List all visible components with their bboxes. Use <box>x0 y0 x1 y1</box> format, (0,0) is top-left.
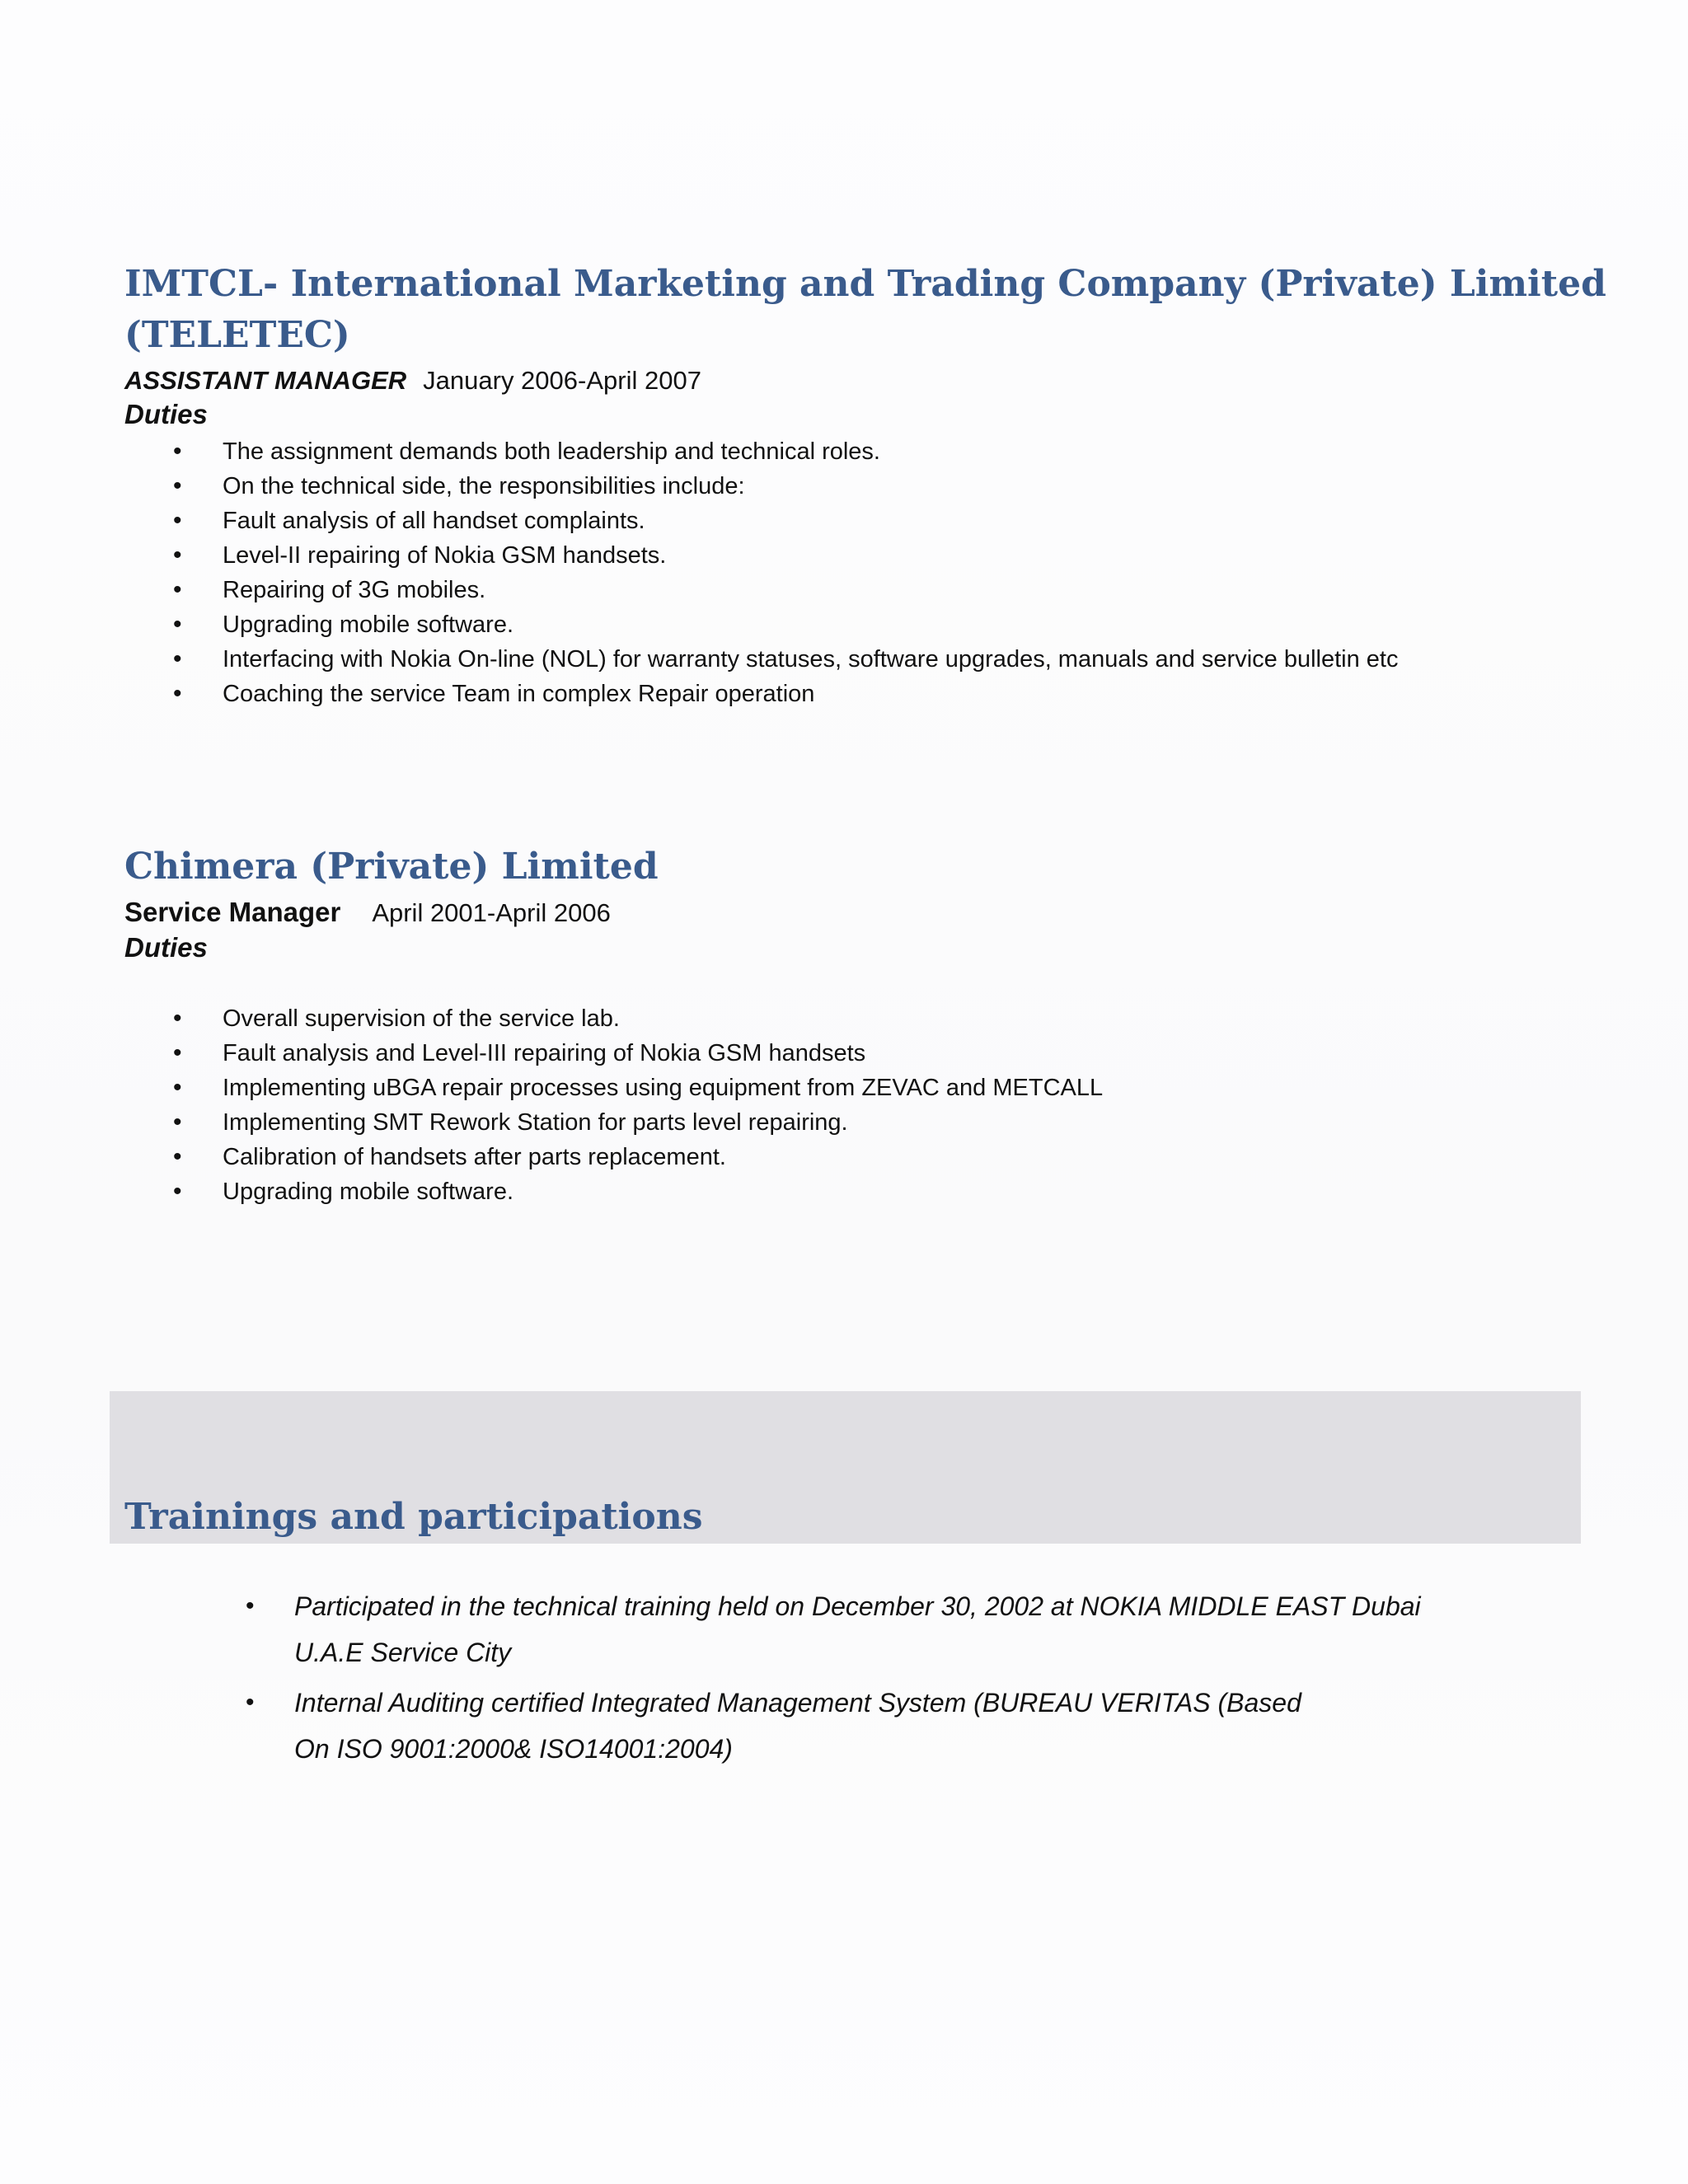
list-item: • Repairing of 3G mobiles. <box>169 573 1398 607</box>
training-item-line2: On ISO 9001:2000& ISO14001:2004) <box>294 1734 733 1764</box>
imtcl-heading <box>124 259 1606 361</box>
trainings-heading: Trainings and participations <box>124 1496 703 1538</box>
imtcl-heading-line2: (TELETEC) <box>124 314 350 356</box>
training-item-line2: U.A.E Service City <box>294 1638 512 1667</box>
imtcl-role-period: January 2006-April 2007 <box>423 366 701 395</box>
chimera-duties-label: Duties <box>124 932 208 963</box>
list-item: • Interfacing with Nokia On-line (NOL) for warranty statuses, software upgrades, manuals and service bulletin etc <box>169 642 1398 677</box>
imtcl-heading-line1: IMTCL- International Marketing and Trading Company (Private) Limited <box>124 263 1606 305</box>
list-item: • Level-II repairing of Nokia GSM handsets. <box>169 538 1398 573</box>
list-item: • Upgrading mobile software. <box>169 1174 1103 1209</box>
list-item: • The assignment demands both leadership and technical roles. <box>169 434 1398 469</box>
chimera-duties-list <box>169 1001 1103 1209</box>
chimera-heading: Chimera (Private) Limited <box>124 846 659 888</box>
list-item: • Coaching the service Team in complex Repair operation <box>169 677 1398 711</box>
list-item <box>243 1680 1479 1772</box>
list-item <box>243 1583 1479 1675</box>
imtcl-duties-label: Duties <box>124 399 208 429</box>
list-item: • Fault analysis and Level-III repairing of Nokia GSM handsets <box>169 1036 1103 1071</box>
training-item-line1: • Internal Auditing certified Integrated Management System (BUREAU VERITAS (Based <box>294 1688 1301 1718</box>
list-item: • Calibration of handsets after parts replacement. <box>169 1140 1103 1174</box>
list-item: • Implementing uBGA repair processes using equipment from ZEVAC and METCALL <box>169 1071 1103 1105</box>
training-item-line1: • Participated in the technical training held on December 30, 2002 at NOKIA MIDDLE EAST Dubai <box>294 1591 1421 1621</box>
chimera-role-period: April 2001-April 2006 <box>372 898 611 927</box>
chimera-role-line <box>124 896 611 930</box>
list-item: • Overall supervision of the service lab. <box>169 1001 1103 1036</box>
list-item: • Upgrading mobile software. <box>169 607 1398 642</box>
list-item: • Fault analysis of all handset complaints. <box>169 504 1398 538</box>
list-item: • On the technical side, the responsibilities include: <box>169 469 1398 504</box>
trainings-list <box>243 1583 1479 1776</box>
list-item: • Implementing SMT Rework Station for parts level repairing. <box>169 1105 1103 1140</box>
chimera-role-title: Service Manager <box>124 897 341 927</box>
imtcl-role-line <box>124 364 701 397</box>
imtcl-duties-list <box>169 434 1398 711</box>
imtcl-role-title: ASSISTANT MANAGER <box>124 366 407 395</box>
